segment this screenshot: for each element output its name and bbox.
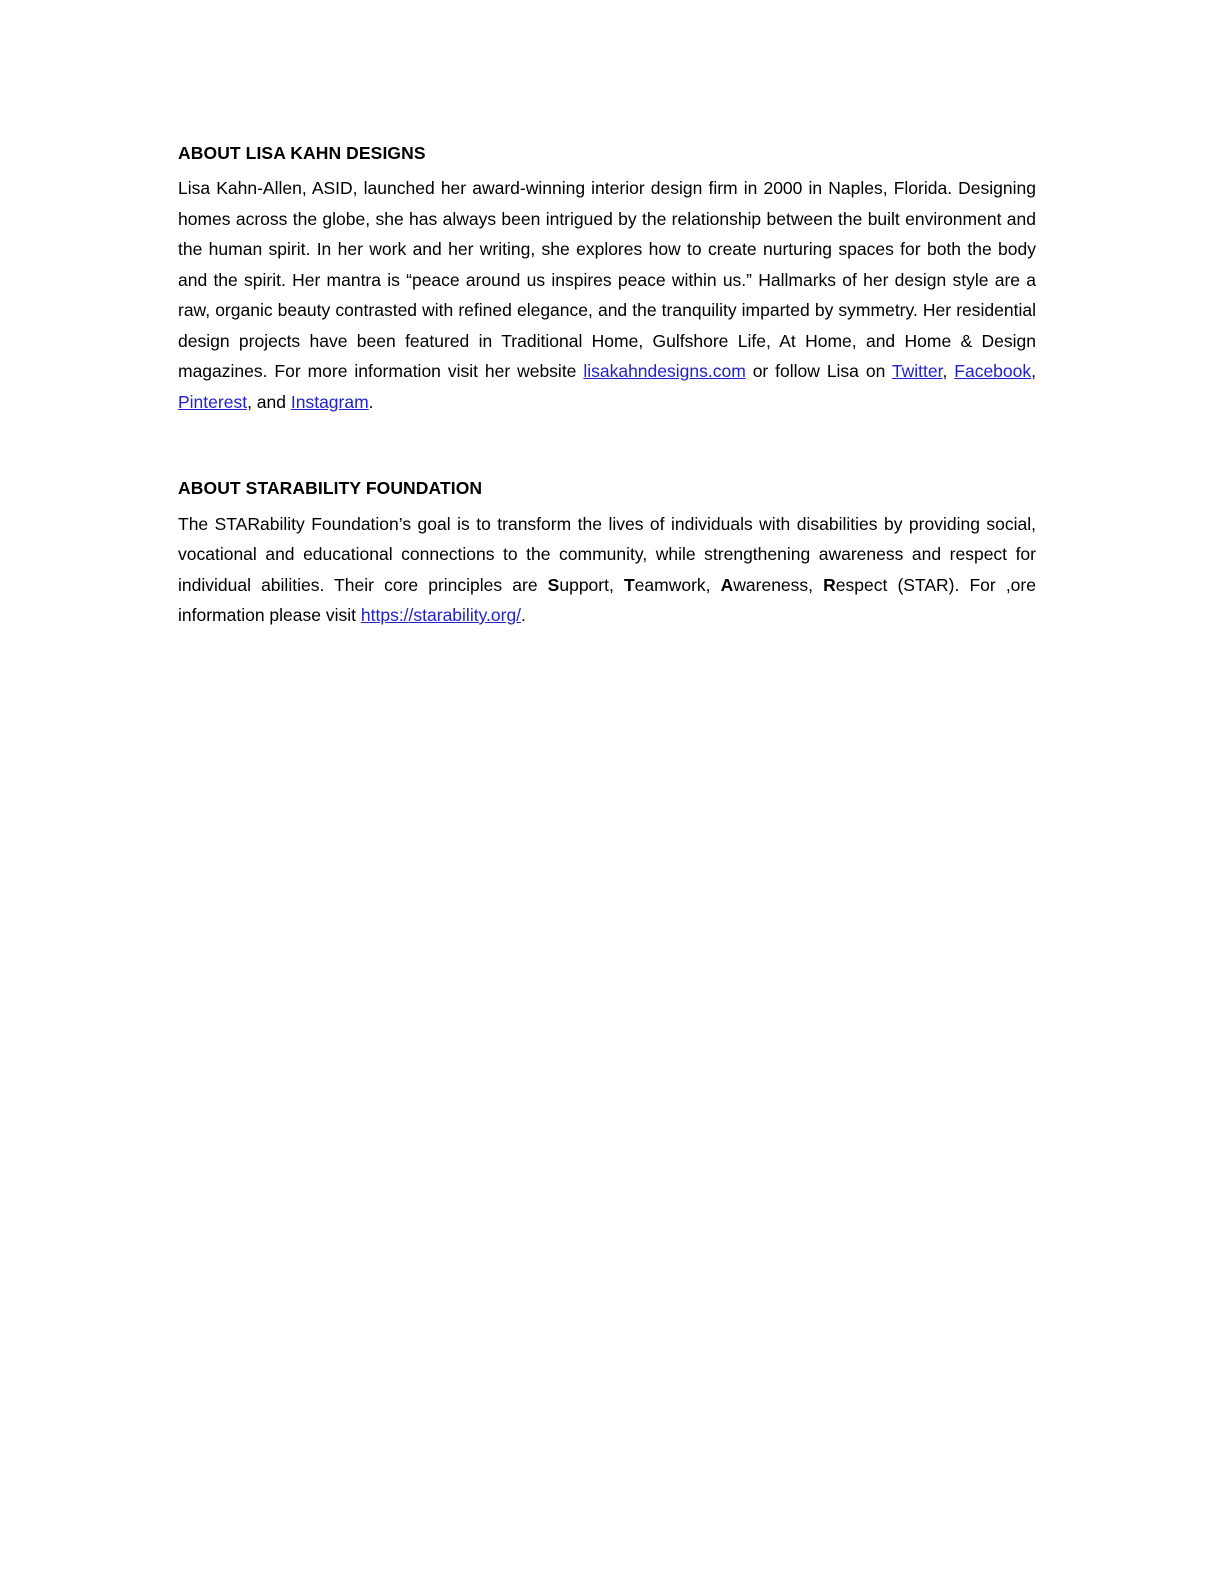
paragraph-starability-foundation [178,509,1036,631]
text-teamwork: eamwork, [634,574,721,595]
bold-letter-t: T [623,574,635,595]
paragraph-end-period: . [368,391,374,412]
paragraph-lisa-kahn-designs [178,173,1036,417]
section-heading-lisa-kahn-designs: ABOUT LISA KAHN DESIGNS [178,143,426,163]
document-body [178,140,1036,659]
text-support: upport, [559,574,624,595]
separator-3: , and [247,391,291,412]
paragraph-text-part-1: Lisa Kahn-Allen, ASID, launched her award-winning interior design firm in 2000 in Naples, Florida. Designing homes across the globe, she has always been intrigued by the relationship between the built environment and the human spirit. In her work and her writing, she explores how to create nurturing spaces for both the body and the spirit. Her mantra is “peace around us inspires peace within us.” Hallmarks of her design style are a raw, organic beauty contrasted with refined elegance, and the tranquility imparted by symmetry. Her residential design projects have been featured in Traditional Home, Gulfshore Life, At Home, and Home & Design magazines. For more information visit her website [178,178,1036,382]
paragraph-end-period: . [521,605,526,625]
link-twitter[interactable]: Twitter [891,361,943,382]
section-heading-starability-foundation: ABOUT STARABILITY FOUNDATION [178,478,483,499]
section-about-lisa-kahn-designs [178,140,1036,417]
link-instagram[interactable]: Instagram [290,391,369,412]
bold-letter-s: S [547,574,560,595]
link-facebook[interactable]: Facebook [954,361,1032,382]
text-respect: espect (STAR). For ,ore information please visit [178,574,1036,625]
separator-2: , [1031,361,1036,382]
separator-1: , [942,361,955,382]
bold-letter-a: A [720,574,734,595]
section-gap [178,445,1036,475]
text-awareness: wareness, [733,574,824,595]
paragraph-text-part-2: or follow Lisa on [745,361,892,382]
bold-letter-r: R [823,574,836,595]
paragraph-text-part-1: The STARability Foundation’s goal is to transform the lives of individuals with disabilities by providing social, vocational and educational connections to the community, while strengthening awareness and respect for individual abilities. Their core principles are [178,513,1036,595]
link-pinterest[interactable]: Pinterest [178,391,248,412]
link-lisakahndesigns-website[interactable]: lisakahndesigns.com [583,361,746,382]
section-about-starability-foundation [178,475,1036,630]
link-starability-org[interactable]: https://starability.org/ [360,605,522,625]
